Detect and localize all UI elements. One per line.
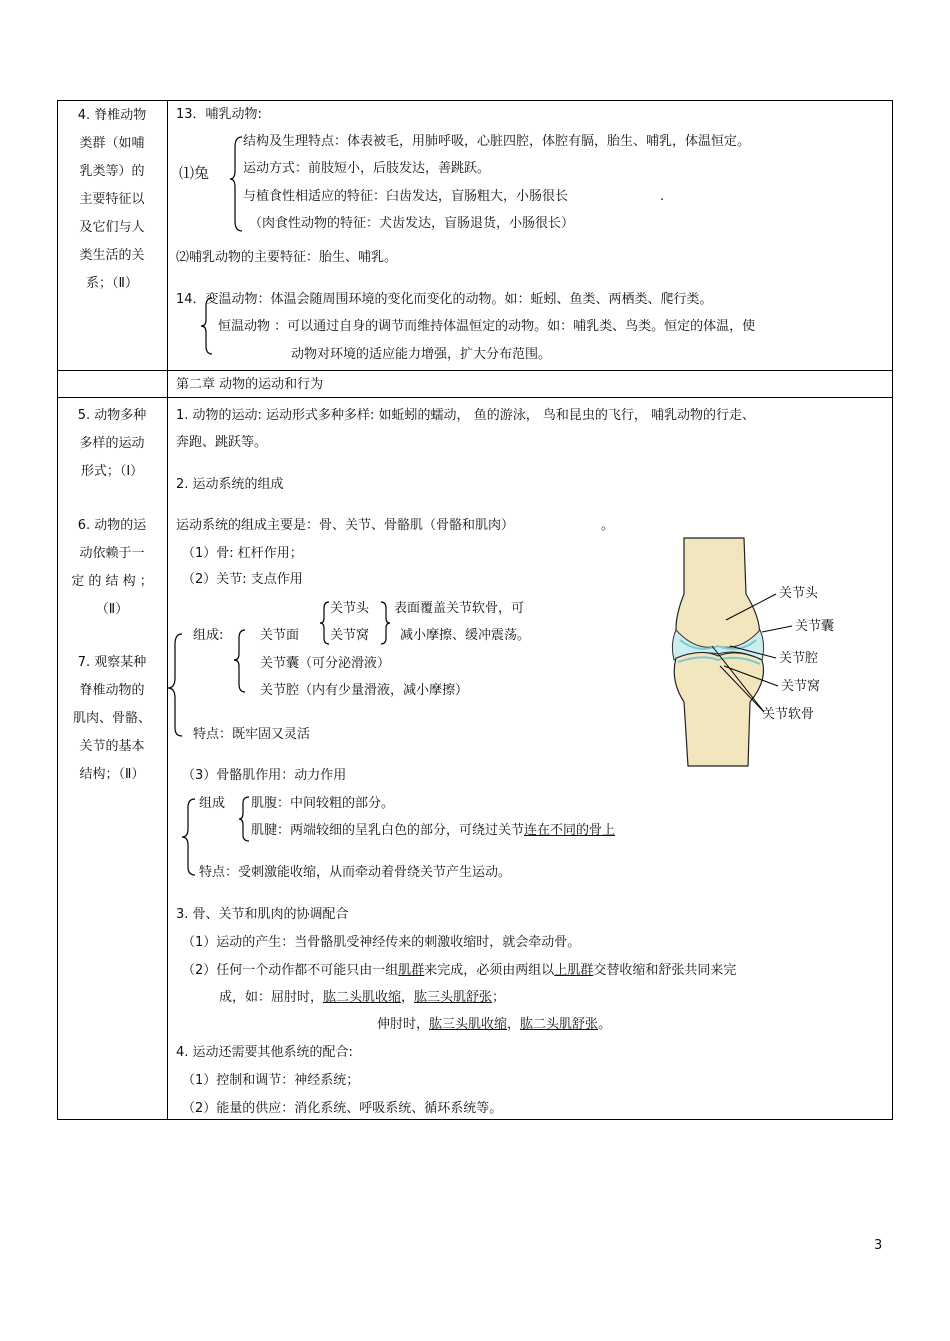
motion-p1: 1. 动物的运动: 运动形式多种多样: 如蚯蚓的蠕动， 鱼的游泳， 鸟和昆虫的飞行， 哺乳动物的行走、 (176, 408, 755, 423)
diagram-label-capsule: 关节囊 (795, 619, 835, 634)
other-line-1: （1）控制和调节：神经系统； (182, 1073, 360, 1088)
muscle-composition-brace (237, 795, 251, 843)
req-line: 结构；（Ⅱ） (79, 767, 145, 782)
joint-composition-label: 组成: (193, 628, 224, 643)
req-line: （Ⅱ） (95, 602, 129, 617)
req-line: 关节的基本 (79, 739, 145, 754)
sec13-line-motion: 运动方式：前肢短小，后肢发达，善跳跃。 (243, 161, 491, 176)
rabbit-label: ⑴兔 (179, 164, 210, 182)
sec13-line-herbivore: 与植食性相适应的特征：臼齿发达，盲肠粗大，小肠很长 (243, 189, 569, 204)
motion-p1-cont: 奔跑、跳跃等。 (176, 435, 268, 450)
coord-text: 。 (598, 1017, 612, 1032)
sec14-ectotherm: 14．变温动物：体温会随周围环境的变化而变化的动物。如：蚯蚓、鱼类、两栖类、爬行类。 (176, 292, 713, 307)
page-number: 3 (874, 1238, 883, 1253)
req-line: 类群（如哺 (79, 136, 145, 151)
coord-underline: 肱二头肌舒张 (520, 1017, 599, 1032)
joint-surface-desc-cont: 减小摩擦、缓冲震荡。 (400, 628, 531, 643)
lower-bone (674, 652, 763, 766)
coord-underline: 肌群 (398, 963, 425, 978)
joint-capsule: 关节囊（可分泌滑液） (260, 656, 391, 671)
table-border-top (57, 100, 893, 101)
row-divider (57, 397, 893, 398)
joint-feature: 特点：既牢固又灵活 (193, 727, 311, 742)
req-line: 定 的 结 构 ； (71, 574, 153, 589)
joint-cavity: 关节腔（内有少量滑液，减小摩擦） (260, 683, 469, 698)
column-divider (167, 100, 168, 1120)
req-line: 4. 脊椎动物 (77, 108, 147, 123)
tendon-text: 肌腱：两端较细的呈乳白色的部分，可绕过关节 (251, 823, 525, 838)
motion-system-text: 运动系统的组成主要是：骨、关节、骨骼肌（骨骼和肌肉） (176, 518, 515, 533)
req-line: 主要特征以 (79, 192, 145, 207)
sec13-title: 13．哺乳动物: (176, 107, 262, 122)
leader-capsule (762, 626, 792, 632)
diagram-label-cavity: 关节腔 (779, 651, 819, 666)
joint-diagram (640, 534, 850, 774)
joint-head: 关节头 (330, 601, 370, 616)
upper-bone (676, 538, 760, 651)
muscle-composition-label: 组成 (199, 796, 226, 811)
coord-text: ， (507, 1017, 521, 1032)
motion-system-heading: 2. 运动系统的组成 (176, 477, 284, 492)
coord-underline: 肱三头肌收缩 (429, 1017, 508, 1032)
joint-surface-desc: 表面覆盖关节软骨，可 (394, 601, 525, 616)
req-line: 类生活的关 (79, 248, 145, 263)
sec13-line-structure: 结构及生理特点：体表被毛，用肺呼吸，心脏四腔，体腔有膈，胎生、哺乳，体温恒定。 (243, 134, 751, 149)
req-line: 乳类等）的 (79, 164, 145, 179)
other-heading: 4. 运动还需要其他系统的配合: (176, 1045, 353, 1060)
coord-text: 伸肘时， (377, 1017, 430, 1032)
coord-underline: 上肌群 (554, 963, 594, 978)
table-border-right (892, 100, 893, 1120)
sec13-dot: . (660, 189, 665, 204)
joint-desc-brace (378, 600, 392, 646)
req-line: 动依赖于一 (79, 546, 145, 561)
coord-underline: 肱二头肌收缩 (323, 990, 402, 1005)
req-line: 多样的运动 (79, 436, 145, 451)
sec13-line-mammal: ⑵哺乳动物的主要特征：胎生、哺乳。 (176, 250, 398, 265)
sec13-line-carnivore: （肉食性动物的特征：犬齿发达，盲肠退货，小肠很长） (249, 216, 575, 231)
coord-text: 交替收缩和舒张共同来完 (593, 963, 737, 978)
coord-underline: 肱三头肌舒张 (414, 990, 493, 1005)
coord-line-4 (377, 1017, 611, 1033)
joint-surface: 关节面 (260, 628, 300, 643)
bone-line: （1）骨: 杠杆作用； (182, 546, 303, 561)
muscle-belly: 肌腹：中间较粗的部分。 (251, 796, 395, 811)
diagram-label-socket: 关节窝 (781, 679, 821, 694)
req-line: 肌肉、骨骼、 (72, 711, 151, 726)
joint-composition-brace (232, 626, 248, 696)
coord-text: ； (492, 990, 506, 1005)
req-line: 5. 动物多种 (77, 408, 147, 423)
muscle-line: （3）骨骼肌作用：动力作用 (182, 768, 347, 783)
other-line-2: （2）能量的供应：消化系统、呼吸系统、循环系统等。 (182, 1101, 503, 1116)
req-line: 及它们与人 (79, 220, 145, 235)
requirement-7 (57, 649, 167, 789)
joint-socket: 关节窝 (330, 628, 370, 643)
rabbit-brace (230, 135, 246, 235)
tendon-underline-1: 连在 (524, 823, 551, 838)
requirement-5 (57, 402, 167, 486)
req-line: 脊椎动物的 (79, 683, 145, 698)
coord-text: 成，如：屈肘时， (219, 990, 324, 1005)
coord-line-2 (182, 963, 736, 979)
coord-line-1: （1）运动的产生：当骨骼肌受神经传来的刺激收缩时，就会牵动骨。 (182, 935, 581, 950)
req-line: 系；（Ⅱ） (86, 276, 138, 291)
req-line: 6. 动物的运 (77, 518, 147, 533)
joint-line: （2）关节: 支点作用 (182, 572, 303, 587)
coord-text: 来完成，必须由两组以 (424, 963, 555, 978)
sec14-brace (200, 296, 216, 358)
coord-heading: 3. 骨、关节和肌肉的协调配合 (176, 907, 349, 922)
sec14-endotherm: 恒温动物 ：可以通过自身的调节而维持体温恒定的动物。如：哺乳类、鸟类。恒定的体温，使 (218, 319, 756, 334)
motion-system-dot: 。 (601, 518, 615, 533)
req-line: 7. 观察某种 (77, 655, 147, 670)
joint-outer-brace (166, 632, 186, 740)
diagram-label-head: 关节头 (779, 586, 819, 601)
muscle-tendon (251, 823, 615, 839)
requirement-4 (57, 102, 167, 298)
row-divider (57, 370, 893, 371)
muscle-outer-brace (180, 797, 198, 879)
coord-text: （2）任何一个动作都不可能只由一组 (182, 963, 399, 978)
req-line: 形式；（Ⅰ） (80, 464, 144, 479)
requirement-6 (57, 512, 167, 624)
chapter-title: 第二章 动物的运动和行为 (176, 377, 324, 392)
coord-text: ， (401, 990, 415, 1005)
table-border-bottom (57, 1119, 893, 1120)
diagram-label-cartilage: 关节软骨 (762, 707, 815, 722)
muscle-feature: 特点：受刺激能收缩，从而牵动着骨绕关节产生运动。 (199, 865, 512, 880)
coord-line-3 (219, 990, 505, 1006)
tendon-underline-2: 不同的骨上 (550, 823, 616, 838)
sec14-endotherm-cont: 动物对环境的适应能力增强，扩大分布范围。 (291, 347, 552, 362)
